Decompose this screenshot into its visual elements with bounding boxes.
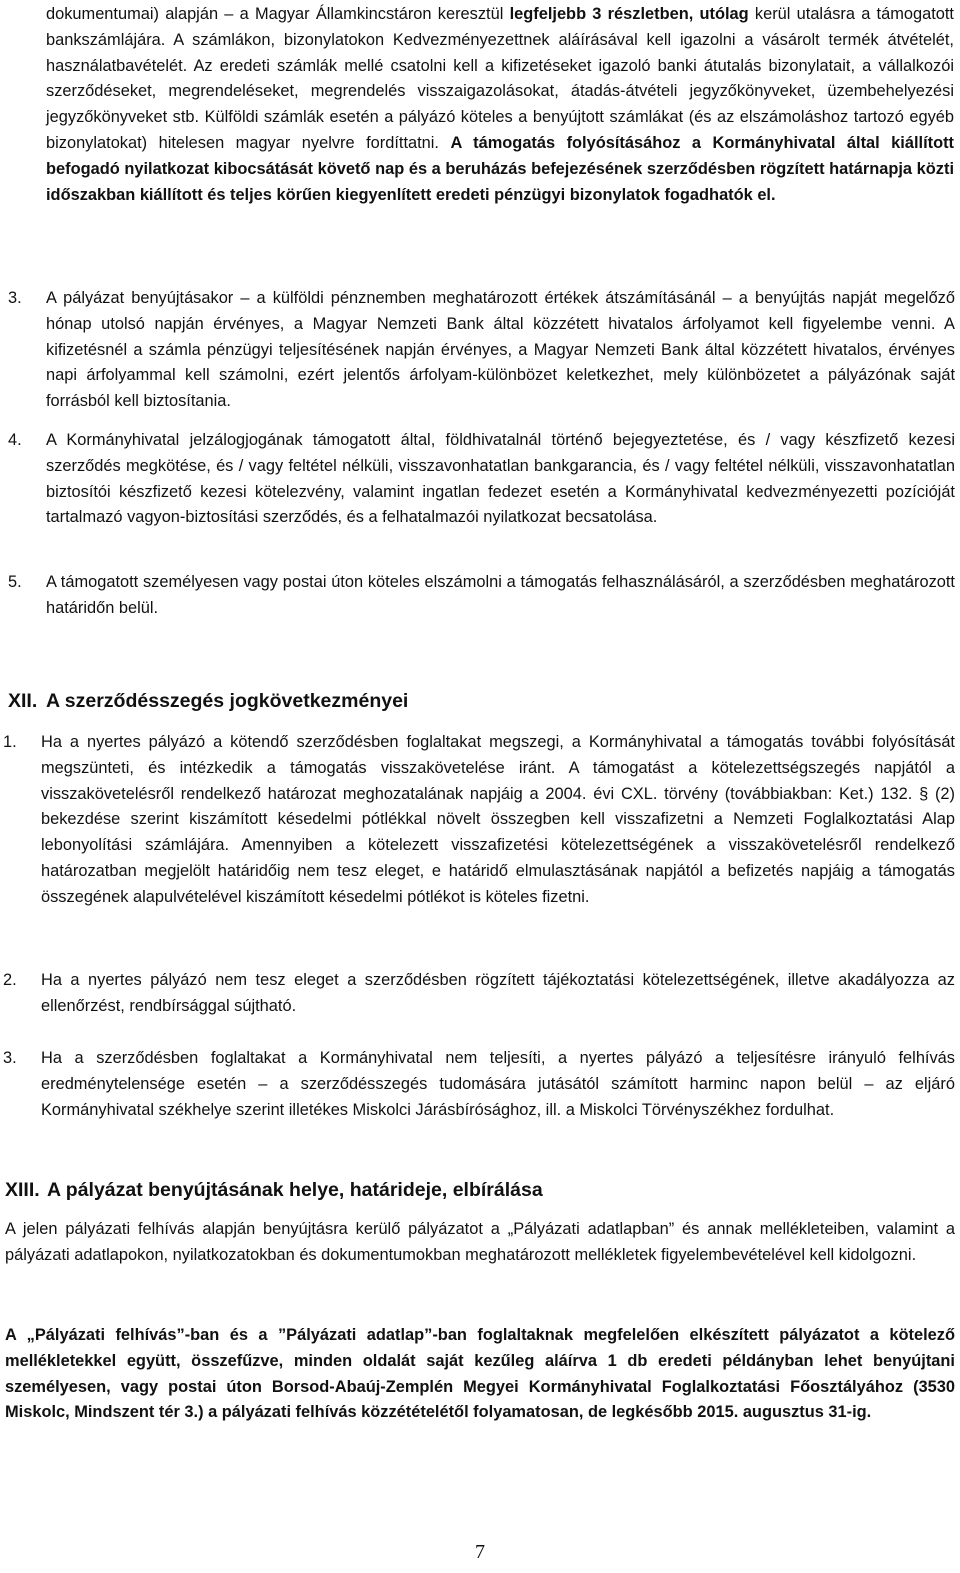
page-number: 7 (475, 1541, 485, 1563)
section-heading-xiii (5, 1177, 543, 1203)
continuation-text-1: dokumentumai) alapján – a Magyar Államkincstáron keresztül (46, 5, 510, 23)
continuation-text-2: kerül utalásra a támogatott bankszámlájára. A számlákon, bizonylatokon Kedvezményezettnek aláírásával kell igazolni a vásárolt termék átvételét, használatbavételét. Az eredeti számlák mellé csatolni kell a kifizetéseket igazoló banki átutalás bizonylatait, a vállalkozói szerződéseket, megrendeléseket, megrendelés visszaigazolásokat, átadás-átvételi jegyzőkönyveket, üzembehelyezési jegyzőkönyveket stb. Külföldi számlák esetén a pályázó köteles a benyújtott számlákat (és az elszámoláshoz tartozó egyéb bizonylatokat) hitelesen magyar nyelvre fordíttatni. (46, 5, 954, 152)
list-item-text: A támogatott személyesen vagy postai úton köteles elszámolni a támogatás felhasználásáról, a szerződésben meghatározott határidőn belül. (46, 573, 955, 617)
section13-paragraph-2: A „Pályázati felhívás”-ban és a ”Pályázati adatlap”-ban foglaltaknak megfelelően elkészített pályázatot a kötelező mellékletekkel együtt, összefűzve, minden oldalát saját kezűleg aláírva 1 db eredeti példányban lehet benyújtani személyesen, vagy postai úton Borsod-Abaúj-Zemplén Megyei Kormányhivatal Foglalkoztatási Főosztályához (3530 Miskolc, Mindszent tér 3.) a pályázati felhívás közzétételétől folyamatosan, de legkésőbb 2015. augusztus 31-ig. (5, 1326, 955, 1422)
section-number: XIII. (5, 1179, 40, 1201)
list-item-number: 5. (8, 573, 22, 591)
list-item-text: Ha a szerződésben foglaltakat a Kormányhivatal nem teljesíti, a nyertes pályázó a teljesítésre irányuló felhívás eredménytelensége esetén – a szerződésszegés tudomására jutásától számított harminc napon belül – az eljáró Kormányhivatal székhelye szerint illetékes Miskolci Járásbírósághoz, ill. a Miskolci Törvényszékhez fordulhat. (41, 1049, 955, 1119)
list-item-text: Ha a nyertes pályázó a kötendő szerződésben foglaltakat megszegi, a Kormányhivatal a támogatás további folyósítását megszünteti, és intézkedik a támogatás visszakövetelése iránt. A támogatást a kötelezettségszegés napjától a visszakövetelésről rendelkező határozat meghozatalának napjáig a 2004. évi CXL. törvény (továbbiakban: Ket.) 132. § (2) bekezdése szerint kiszámított késedelmi pótlékkal növelt összegben kell visszafizetni a Nemzeti Foglalkoztatási Alap lebonyolítási számlájára. Amennyiben a kötelezett visszafizetési kötelezettségének a visszakövetelésről rendelkező határozatban megjelölt határidőig nem tesz eleget, e határidő elmulasztásának napjától a befizetés napjáig a támogatás összegének alapulvételével kiszámított késedelmi pótlékot is köteles fizetni. (41, 733, 955, 906)
list-item-number: 3. (8, 289, 22, 307)
section-title: A pályázat benyújtásának helye, határideje, elbírálása (47, 1179, 543, 1201)
continuation-bold-2: A támogatás folyósításához a Kormányhivatal által kiállított befogadó nyilatkozat kibocsátását követő nap és a beruházás befejezésének szerződésben rögzített határnapja közti időszakban kiállított és teljes körűen kiegyenlített eredeti pénzügyi bizonylatok fogadhatók el. (46, 133, 955, 204)
continuation-bold-1: legfeljebb 3 részletben, utólag (509, 5, 749, 23)
section13-paragraph-1: A jelen pályázati felhívás alapján benyújtásra kerülő pályázatot a „Pályázati adatlapban” és annak mellékleteiben, valamint a pályázati adatlapokon, nyilatkozatokban és dokumentumokban meghatározott mellékletek figyelembevételével kell kidolgozni. (5, 1220, 955, 1264)
list-item-number: 1. (3, 733, 17, 751)
list-item-text: A pályázat benyújtásakor – a külföldi pénznemben meghatározott értékek átszámításánál – a benyújtás napját megelőző hónap utolsó napján érvényes, a Magyar Nemzeti Bank által közzétett hivatalos árfolyamot kell figyelembe venni. A kifizetésnél a számla pénzügyi teljesítésének napján érvényes, a Magyar Nemzeti Bank által közzétett hivatalos, érvényes napi árfolyammal kell számolni, ezért jelentős árfolyam-különbözet keletkezhet, mely különbözetet a pályázónak saját forrásból kell biztosítania. (46, 289, 955, 411)
list-item-number: 3. (3, 1049, 17, 1067)
list-item-number: 2. (3, 971, 17, 989)
list-item-text: A Kormányhivatal jelzálogjogának támogatott által, földhivatalnál történő bejegyeztetése, és / vagy készfizető kezesi szerződés megkötése, és / vagy feltétel nélküli, visszavonhatatlan bankgarancia, és / vagy feltétel nélküli, visszavonhatatlan biztosítói készfizető kezesi kötelezvény, valamint ingatlan fedezet esetén a Kormányhivatal kedvezményezetti pozícióját tartalmazó vagyon-biztosítási szerződés, és a felhatalmazói nyilatkozat becsatolása. (46, 431, 955, 527)
continuation-paragraph (46, 2, 954, 208)
section-heading-xii (8, 688, 408, 714)
section-number: XII. (8, 690, 38, 712)
list-item-number: 4. (8, 431, 22, 449)
section-title: A szerződésszegés jogkövetkezményei (46, 690, 409, 712)
list-item-text: Ha a nyertes pályázó nem tesz eleget a szerződésben rögzített tájékoztatási kötelezettségének, illetve akadályozza az ellenőrzést, rendbírsággal sújtható. (41, 971, 955, 1015)
